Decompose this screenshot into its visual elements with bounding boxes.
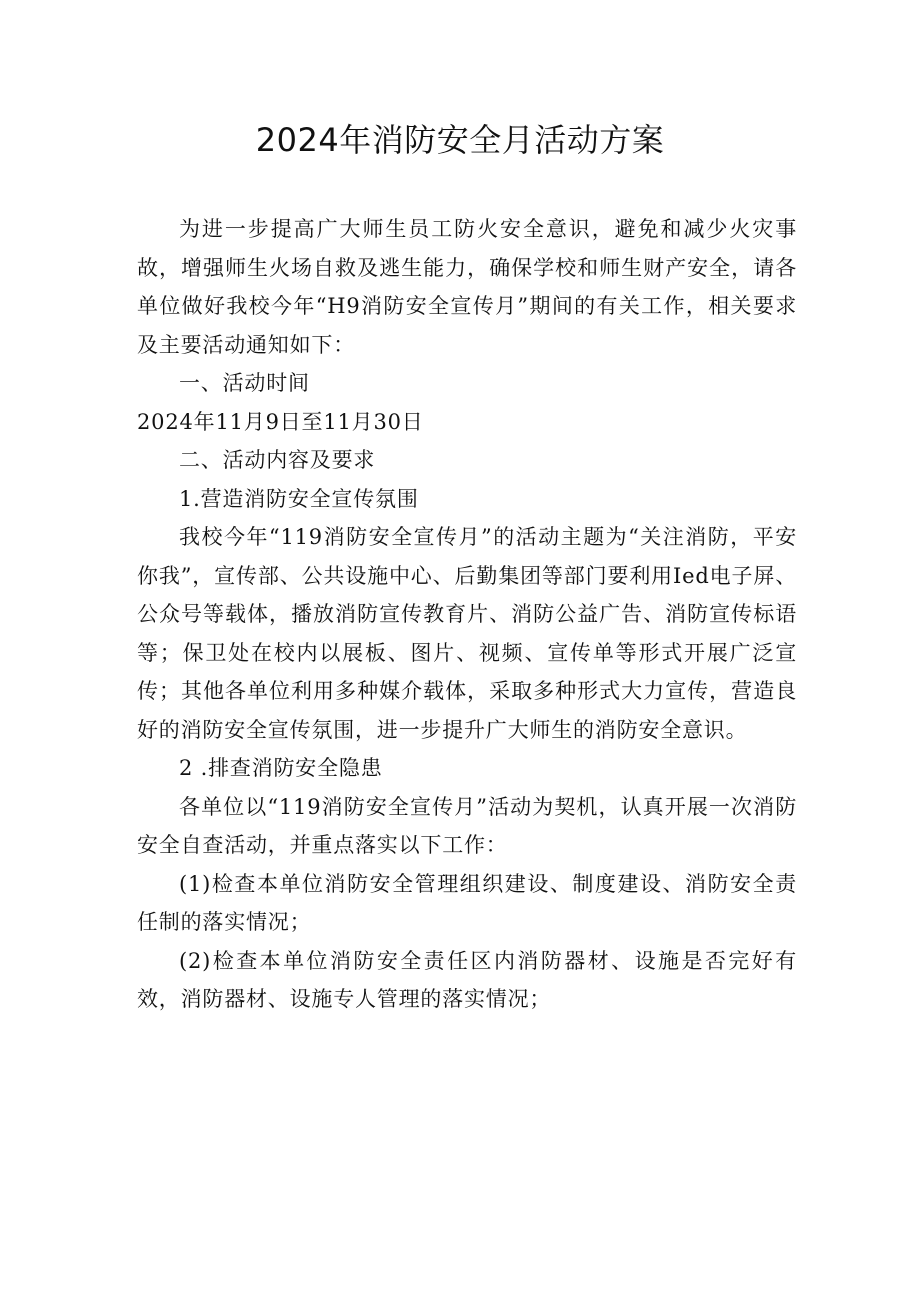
paragraph-date-range: 2024年11月9日至11月30日 (137, 409, 424, 434)
paragraph-publicity: 我校今年“119消防安全宣传月”的活动主题为“关注消防，平安你我”，宣传部、公共设施中心、后勤集团等部门要利用Ied电子屏、公众号等载体，播放消防宣传教育片、消防公益广告、消防宣传标语等；保卫处在校内以展板、图片、视频、宣传单等形式开展广泛宣传；其他各单位利用多种媒介载体，采取多种形式大力宣传，营造良好的消防安全宣传氛围，进一步提升广大师生的消防安全意识。 (137, 525, 797, 742)
paragraph-intro: 为进一步提高广大师生员工防火安全意识，避免和减少火灾事故，增强师生火场自救及逃生能力，确保学校和师生财产安全，请各单位做好我校今年“H9消防安全宣传月”期间的有关工作，相关要求及主要活动通知如下： (137, 217, 797, 357)
paragraph-inspection: 各单位以“119消防安全宣传月”活动为契机，认真开展一次消防安全自查活动，并重点落实以下工作： (137, 794, 797, 857)
section-heading-content: 二、活动内容及要求 (179, 448, 376, 472)
list-item-2: (2)检查本单位消防安全责任区内消防器材、设施是否完好有效，消防器材、设施专人管理的落实情况； (137, 948, 797, 1011)
section-heading-time: 一、活动时间 (179, 371, 310, 395)
subheading-inspection: 2 .排查消防安全隐患 (179, 756, 383, 780)
document-title: 2024年消防安全月活动方案 (255, 121, 665, 159)
document-body (137, 210, 797, 1019)
list-item-1: (1)检查本单位消防安全管理组织建设、制度建设、消防安全责任制的落实情况； (137, 871, 797, 934)
subheading-publicity: 1.营造消防安全宣传氛围 (179, 486, 419, 511)
